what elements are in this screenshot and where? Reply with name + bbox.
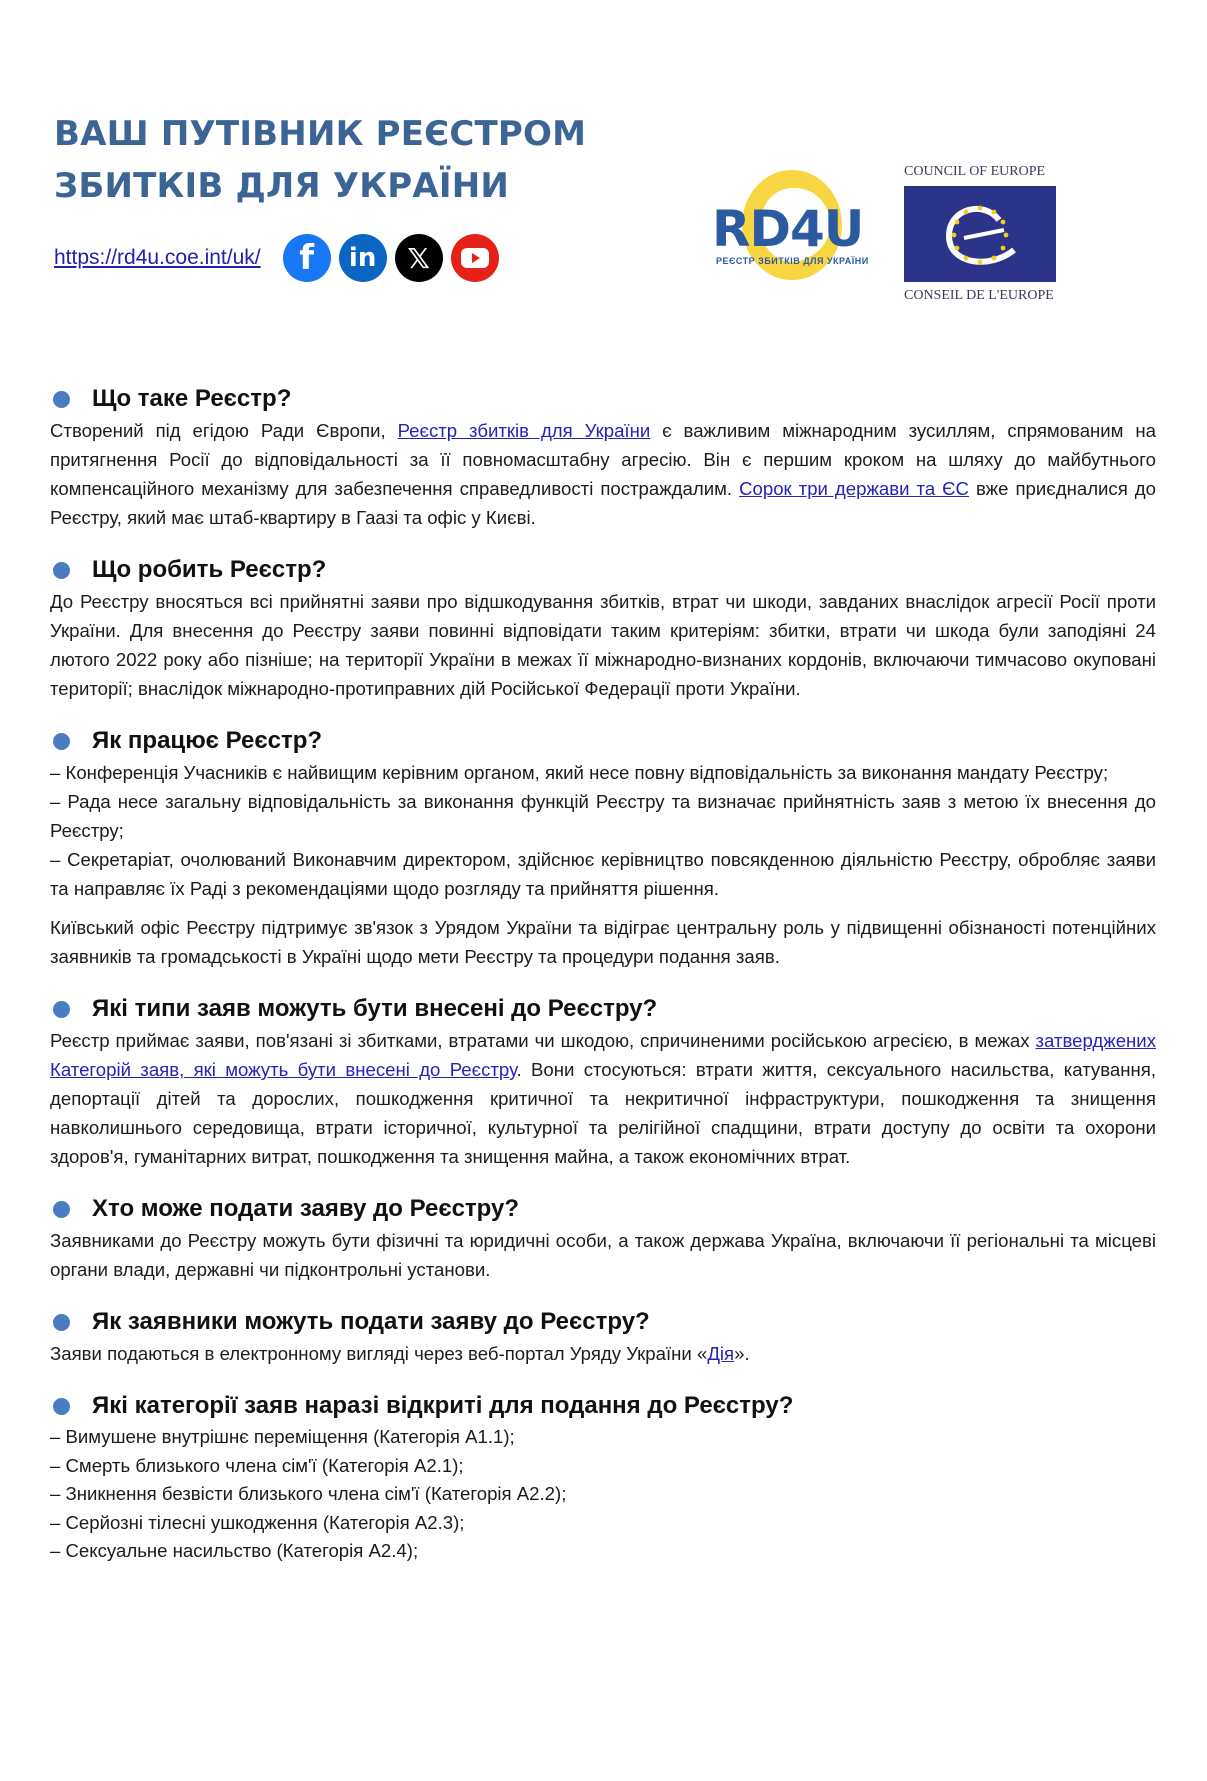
section-paragraph: Київський офіс Реєстру підтримує зв'язок з Урядом України та відіграє центральну роль у підвищенні обізнаності потенційних заявників та громадськості в Україні щодо мети Реєстру та процедури подання заяв.: [50, 917, 1156, 967]
section-heading: [50, 724, 1156, 758]
spacer: [50, 971, 1156, 992]
spacer: [50, 1284, 1156, 1305]
bullet-icon: [53, 1001, 70, 1018]
section-paragraph: [50, 1026, 1156, 1171]
list-item: – Конференція Учасників є найвищим керівним органом, який несе повну відповідальність за виконання мандату Реєстру;: [50, 762, 1109, 783]
bullet-icon: [53, 562, 70, 579]
section-heading: [50, 1305, 1156, 1339]
facebook-icon[interactable]: f: [283, 234, 331, 282]
title-line-2: ЗБИТКІВ ДЛЯ УКРАЇНИ: [54, 166, 510, 206]
section-heading-text: Хто може подати заяву до Реєстру?: [92, 1195, 520, 1222]
section-claim-types: [50, 992, 1156, 1171]
section-heading-text: Що таке Реєстр?: [92, 385, 292, 412]
section-what-is-register: [50, 382, 1156, 532]
section-heading-text: Як заявники можуть подати заяву до Реєстру?: [92, 1308, 650, 1335]
spacer: [50, 1368, 1156, 1389]
section-paragraph: До Реєстру вносяться всі прийнятні заяви про відшкодування збитків, втрат чи шкоди, завданих внаслідок агресії Росії проти України. Для внесення до Реєстру заяви повинні відповідати таким критеріям: збитки, втрати чи шкода були заподіяні 24 лютого 2022 року або пізніше; на території України в межах її міжнародно-визнаних кордонів, включаючи тимчасово окуповані території; внаслідок міжнародно-протиправних дій Російської Федерації проти України.: [50, 591, 1156, 699]
coe-emblem-icon: [904, 186, 1056, 282]
document-title: [54, 108, 586, 212]
coe-logo-top-text: COUNCIL OF EUROPE: [904, 164, 1046, 179]
section-heading-text: Як працює Реєстр?: [92, 727, 323, 754]
website-link[interactable]: https://rd4u.coe.int/uk/: [54, 246, 261, 269]
section-heading: [50, 1389, 1156, 1423]
paragraph-text: Заяви подаються в електронному вигляді через веб-портал Уряду України «: [50, 1343, 708, 1364]
spacer: [50, 1171, 1156, 1192]
paragraph-text: . Вони стосуються: втрати життя, сексуального насильства, катування, депортації дітей та дорослих, пошкодження критичної та некритичної інфраструктури, пошкодження та знищення навколишнього середовища, втрати історичної, культурної та релігійної спадщини, втрати доступу до освіти та охорони здоров'я, гуманітарних витрат, пошкодження та знищення майна, а також економічних втрат.: [50, 1059, 1156, 1167]
bullet-icon: [53, 1398, 70, 1415]
rd4u-logo-subtitle: РЕЄСТР ЗБИТКІВ ДЛЯ УКРАЇНИ: [716, 256, 869, 266]
member-states-link[interactable]: Сорок три держави та ЄС: [739, 478, 969, 499]
council-of-europe-logo: [904, 164, 1064, 304]
x-icon[interactable]: 𝕏: [395, 234, 443, 282]
section-heading: [50, 553, 1156, 587]
bullet-icon: [53, 733, 70, 750]
rd4u-logo: [712, 170, 882, 290]
bullet-icon: [53, 1201, 70, 1218]
section-heading-text: Що робить Реєстр?: [92, 556, 327, 583]
section-how-register-works: [50, 724, 1156, 971]
category-item: – Сексуальне насильство (Категорія А2.4);: [50, 1540, 419, 1561]
spacer: [50, 903, 1156, 913]
category-item: – Смерть близького члена сім'ї (Категорія А2.1);: [50, 1454, 464, 1476]
section-paragraph: [50, 416, 1156, 532]
section-heading: [50, 992, 1156, 1026]
rd4u-logo-text: RD4U: [712, 200, 864, 258]
category-item: – Вимушене внутрішнє переміщення (Категорія А1.1);: [50, 1426, 515, 1447]
title-line-1: ВАШ ПУТІВНИК РЕЄСТРОМ: [54, 114, 587, 154]
list-item: – Секретаріат, очолюваний Виконавчим директором, здійснює керівництво повсякденною діяльністю Реєстру, обробляє заяви та направляє їх Раді з рекомендаціями щодо розгляду та прийняття рішення.: [50, 849, 1156, 899]
section-open-categories: [50, 1389, 1156, 1566]
section-heading-text: Які типи заяв можуть бути внесені до Реєстру?: [92, 995, 658, 1022]
social-links: [283, 234, 499, 282]
document-header: [0, 0, 1207, 330]
paragraph-text: є важливим міжнародним зусиллям, спрямованим на притягнення Росії до відповідальності за її повномасштабну агресію. Він є першим кроком на шляху до майбутнього компенсаційного механізму для забезпечення справедливості постраждалим.: [50, 420, 1156, 499]
links-row: [54, 234, 499, 282]
claim-categories-link[interactable]: затверджених Категорій заяв, які можуть бути внесені до Реєстру: [50, 1030, 1156, 1080]
document-body: [50, 382, 1156, 1566]
section-paragraph: Заявниками до Реєстру можуть бути фізичні та юридичні особи, а також держава Україна, включаючи її регіональні та місцеві органи влади, державні чи підконтрольні установи.: [50, 1230, 1156, 1280]
youtube-icon[interactable]: [451, 234, 499, 282]
bullet-icon: [53, 1314, 70, 1331]
coe-flag: [904, 186, 1056, 282]
section-paragraph: [50, 1339, 1156, 1368]
section-how-to-apply: [50, 1305, 1156, 1368]
bullet-icon: [53, 391, 70, 408]
list-item: – Рада несе загальну відповідальність за виконання функцій Реєстру та визначає прийнятність заяв з метою їх внесення до Реєстру;: [50, 791, 1156, 841]
linkedin-icon[interactable]: in: [339, 234, 387, 282]
youtube-play-box: [461, 248, 489, 268]
section-heading: [50, 382, 1156, 416]
register-link[interactable]: Реєстр збитків для України: [397, 420, 651, 441]
paragraph-text: вже приєдналися до Реєстру, який має штаб-квартиру в Гаазі та офіс у Києві.: [50, 478, 1157, 528]
diia-link[interactable]: Дія: [707, 1343, 735, 1364]
section-what-register-does: [50, 553, 1156, 703]
play-triangle: [472, 253, 480, 263]
section-heading: [50, 1192, 1156, 1226]
spacer: [50, 703, 1156, 724]
category-item: – Серйозні тілесні ушкодження (Категорія А2.3);: [50, 1511, 465, 1533]
paragraph-text: ».: [734, 1343, 750, 1364]
section-heading-text: Які категорії заяв наразі відкриті для подання до Реєстру?: [92, 1392, 794, 1419]
category-item: – Зникнення безвісти близького члена сім'ї (Категорія А2.2);: [50, 1483, 567, 1504]
coe-logo-bottom-text: CONSEIL DE L'EUROPE: [904, 288, 1054, 303]
paragraph-text: Створений під егідою Ради Європи,: [50, 420, 398, 441]
paragraph-text: Реєстр приймає заяви, пов'язані зі збитками, втратами чи шкодою, спричиненими російською агресією, в межах: [50, 1030, 1036, 1051]
section-who-can-apply: [50, 1192, 1156, 1284]
spacer: [50, 532, 1156, 553]
